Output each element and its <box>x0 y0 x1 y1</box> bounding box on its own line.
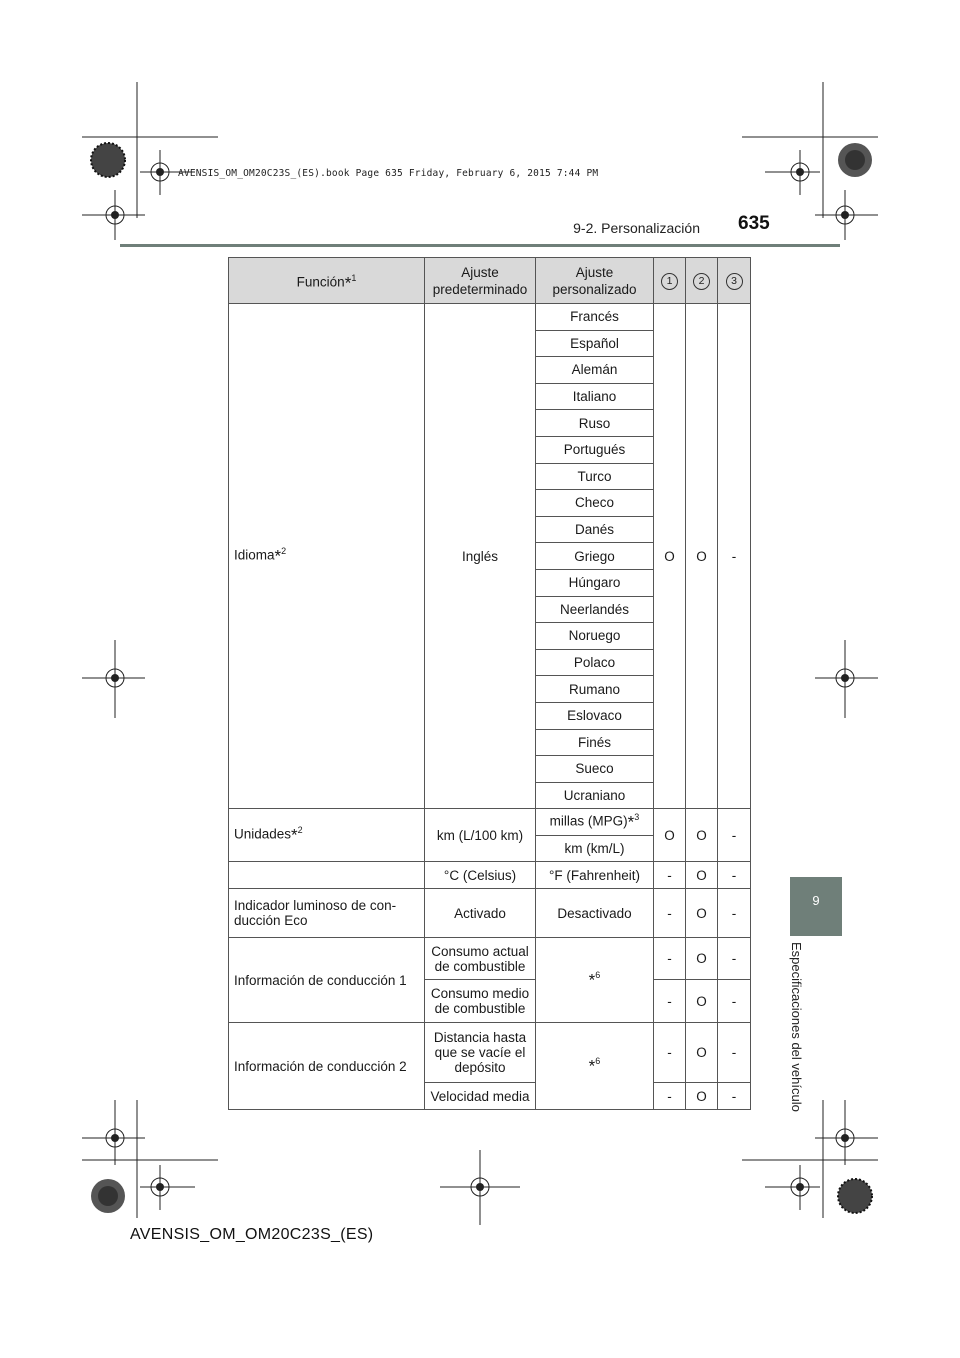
table-header-row <box>229 258 751 304</box>
info2-r2-col1: - <box>654 1083 686 1110</box>
circled-1-icon: 1 <box>661 273 678 290</box>
language-option: Neerlandés <box>536 596 654 623</box>
language-option: Checo <box>536 490 654 517</box>
header-rule <box>120 244 840 247</box>
chapter-tab-number: 9 <box>812 893 820 908</box>
language-option: Turco <box>536 463 654 490</box>
function-unidades-cont <box>229 862 425 889</box>
table-row <box>229 809 751 836</box>
function-unidades: Unidades*$^2$ <box>229 809 425 862</box>
language-option: Finés <box>536 729 654 756</box>
header-function: Función*$^1$ <box>229 258 425 304</box>
function-idioma: Idioma*$^2$ <box>229 304 425 809</box>
language-option: Ruso <box>536 410 654 437</box>
info2-r2-col2: O <box>686 1083 718 1110</box>
table-row <box>229 862 751 889</box>
eco-col2: O <box>686 889 718 938</box>
temperature-col3: - <box>718 862 751 889</box>
header-col2 <box>686 258 718 304</box>
language-option: Italiano <box>536 383 654 410</box>
table-row <box>229 889 751 938</box>
temperature-col2: O <box>686 862 718 889</box>
footer-code: AVENSIS_OM_OM20C23S_(ES) <box>130 1226 374 1243</box>
function-info2: Información de conducción 2 <box>229 1023 425 1110</box>
info1-r2-col3: - <box>718 980 751 1023</box>
info1-option-average: Consumo medio de combustible <box>425 980 536 1023</box>
function-eco: Indicador luminoso de con- ducción Eco <box>229 889 425 938</box>
table-row <box>229 1023 751 1083</box>
info2-option-speed: Velocidad media <box>425 1083 536 1110</box>
function-info1: Información de conducción 1 <box>229 938 425 1023</box>
info2-option-range: Distancia hasta que se vacíe el depósito <box>425 1023 536 1083</box>
info1-r1-col3: - <box>718 938 751 980</box>
default-idioma: Inglés <box>425 304 536 809</box>
header-custom: Ajuste personalizado <box>536 258 654 304</box>
custom-unidades-kml: km (km/L) <box>536 836 654 862</box>
unidades-col3: - <box>718 809 751 862</box>
book-file-info: AVENSIS_OM_OM20C23S_(ES).book Page 635 Friday, February 6, 2015 7:44 PM <box>178 168 599 179</box>
info1-r2-col2: O <box>686 980 718 1023</box>
language-option: Rumano <box>536 676 654 703</box>
circled-2-icon: 2 <box>693 273 710 290</box>
header-default: Ajuste predeterminado <box>425 258 536 304</box>
info1-option-current: Consumo actual de combustible <box>425 938 536 980</box>
info1-r2-col1: - <box>654 980 686 1023</box>
idioma-col3: - <box>718 304 751 809</box>
circled-3-icon: 3 <box>726 273 743 290</box>
eco-col1: - <box>654 889 686 938</box>
custom-eco: Desactivado <box>536 889 654 938</box>
language-option: Eslovaco <box>536 702 654 729</box>
language-option: Español <box>536 330 654 357</box>
customization-table <box>228 257 751 1110</box>
language-option: Húngaro <box>536 569 654 596</box>
temperature-col1: - <box>654 862 686 889</box>
default-eco: Activado <box>425 889 536 938</box>
info2-r2-col3: - <box>718 1083 751 1110</box>
header-col3 <box>718 258 751 304</box>
unidades-col1: O <box>654 809 686 862</box>
header-col1 <box>654 258 686 304</box>
idioma-col2: O <box>686 304 718 809</box>
language-option: Portugués <box>536 436 654 463</box>
default-unidades: km (L/100 km) <box>425 809 536 862</box>
table-row <box>229 304 751 331</box>
info2-r1-col3: - <box>718 1023 751 1083</box>
language-option: Sueco <box>536 756 654 783</box>
default-temperature: °C (Celsius) <box>425 862 536 889</box>
info1-r1-col1: - <box>654 938 686 980</box>
table-row <box>229 938 751 980</box>
info2-custom: *$^6$ <box>536 1023 654 1110</box>
info1-r1-col2: O <box>686 938 718 980</box>
language-option: Polaco <box>536 649 654 676</box>
page-number: 635 <box>738 213 770 234</box>
language-option: Alemán <box>536 357 654 384</box>
unidades-col2: O <box>686 809 718 862</box>
custom-temperature: °F (Fahrenheit) <box>536 862 654 889</box>
section-title: 9-2. Personalización <box>573 220 700 236</box>
language-option: Danés <box>536 516 654 543</box>
language-option: Noruego <box>536 623 654 650</box>
language-option: Ucraniano <box>536 782 654 809</box>
eco-col3: - <box>718 889 751 938</box>
language-option: Griego <box>536 543 654 570</box>
idioma-col1: O <box>654 304 686 809</box>
custom-unidades-mpg: millas (MPG)*$^3$ <box>536 809 654 836</box>
info2-r1-col2: O <box>686 1023 718 1083</box>
info1-custom: *$^6$ <box>536 938 654 1023</box>
info2-r1-col1: - <box>654 1023 686 1083</box>
language-option: Francés <box>536 304 654 331</box>
